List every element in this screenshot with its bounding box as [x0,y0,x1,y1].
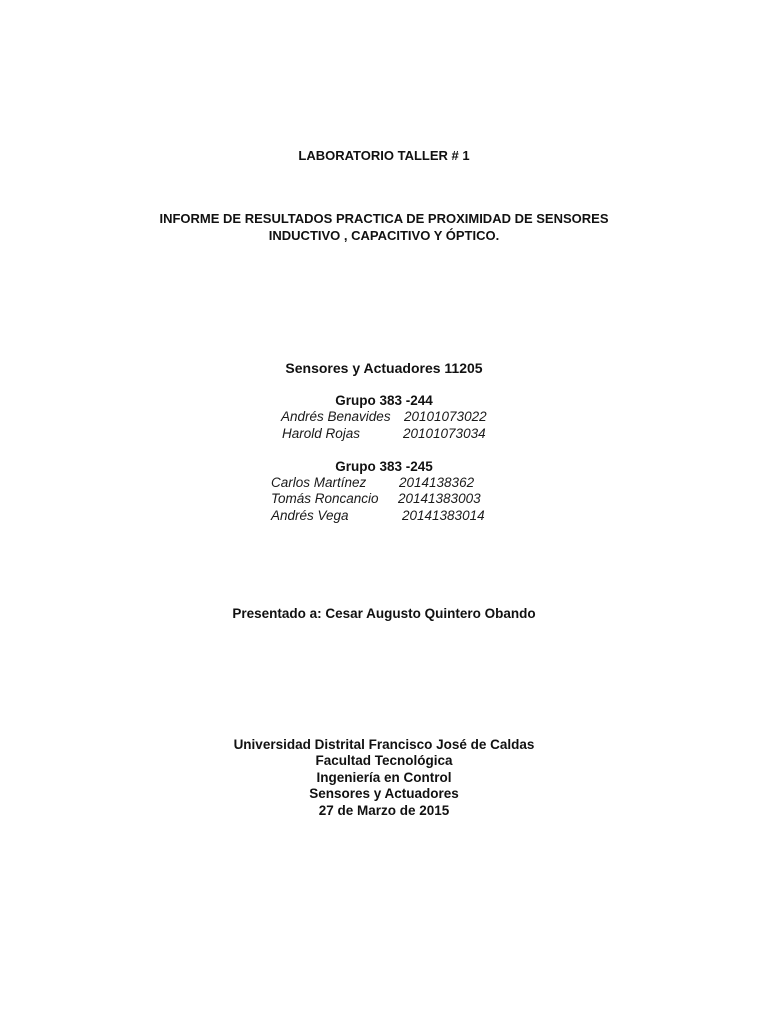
member-code: 20141383014 [402,508,485,523]
university-name: Universidad Distrital Francisco José de Caldas [233,737,535,752]
program-name: Ingeniería en Control [316,770,452,785]
group-title: Grupo 383 -244 [335,393,433,408]
report-title-line-2: INDUCTIVO , CAPACITIVO Y ÓPTICO. [268,228,500,243]
group-title: Grupo 383 -245 [335,459,433,474]
lab-title: LABORATORIO TALLER # 1 [298,148,470,163]
report-date: 27 de Marzo de 2015 [318,803,450,818]
member-code: 2014138362 [399,475,475,490]
member-name: Harold Rojas [282,426,361,441]
faculty-name: Facultad Tecnológica [315,753,453,768]
report-title-line-1: INFORME DE RESULTADOS PRACTICA DE PROXIMIDAD DE SENSORES [159,211,609,226]
member-code: 20141383003 [398,491,481,506]
subject-name: Sensores y Actuadores [309,786,459,801]
member-name: Andrés Benavides [281,409,391,424]
course-title: Sensores y Actuadores 11205 [285,360,483,376]
member-name: Tomás Roncancio [271,491,379,506]
presented-to: Presentado a: Cesar Augusto Quintero Obando [232,606,536,621]
member-name: Carlos Martínez [271,475,367,490]
member-code: 20101073034 [403,426,486,441]
member-code: 20101073022 [404,409,487,424]
member-name: Andrés Vega [271,508,349,523]
